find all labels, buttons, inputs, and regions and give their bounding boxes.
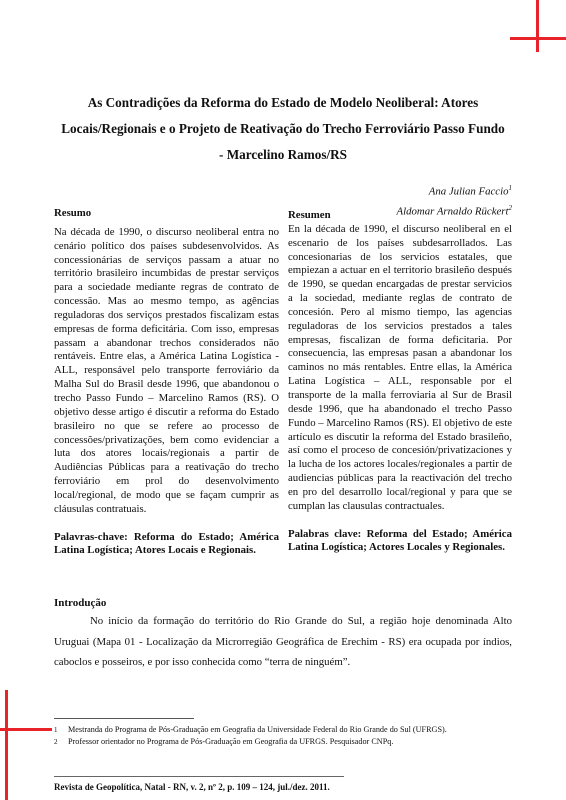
footnotes (54, 724, 524, 748)
abstract-portuguese (54, 207, 279, 558)
resumo-keywords: Palavras-chave: Reforma do Estado; América Latina Logística; Atores Locais e Regionais. (54, 530, 279, 557)
footnote-1: 1 Mestranda do Programa de Pós-Graduação em Geografia da Universidade Federal do Rio Grande do Sul (UFRGS). (54, 725, 447, 734)
introducao-heading: Introdução (54, 597, 107, 609)
article-title: As Contradições da Reforma do Estado de Modelo Neoliberal: Atores Locais/Regionais e o Projeto de Reativação do Trecho Ferroviário Passo Fundo - Marcelino Ramos/RS (61, 95, 505, 162)
resumen-keywords: Palabras clave: Reforma del Estado; América Latina Logística; Actores Locales y Regionales. (288, 527, 512, 554)
abstract-spanish (288, 209, 512, 555)
author-1: Ana Julian Faccio$^1$ (428, 184, 512, 198)
resumo-heading: Resumo (54, 207, 92, 219)
footnote-2: 2 Professor orientador no Programa de Pós-Graduação em Geografia da UFRGS. Pesquisador CNPq. (54, 737, 394, 746)
author-2: Aldomar Arnaldo Rückert$^2$ (396, 203, 512, 218)
resumen-text: En la década de 1990, el discurso neoliberal en el escenario de los países subdesarrollados. Las concesionarias de los servicios estatales, que empiezan a actuar en el territorio brasileño después de 1990, se quedan encargadas de prestar servicios a la sociedad, mediante reglas de contrato de concesión. Pero al mismo tiempo, las agencias reguladoras de los servicios prestados a tales empresas, fiscalizan de forma deficitaria. Por consecuencia, las empresas pasan a abandonar los caminos no más rentables. Entre ellas, la América Latina Logística – ALL, responsable por el transporte de la malla ferroviaria al Sur de Brasil desde 1996, que ha abandonado el trecho Passo Fundo – Marcelino Ramos (RS). El objetivo de este artículo es discutir la reforma del Estado brasileño, así como el proceso de concesión/privatizaciones y la lucha de los actores locales/regionales a partir de audiencias públicas para la reactivación del trecho en pro del desarrollo local/regional y para que se cumplan las clausulas contractuales. (288, 222, 513, 512)
footer-divider (54, 776, 344, 777)
footnote-divider (54, 718, 194, 719)
introducao-text: No início da formação do território do Rio Grande do Sul, a região hoje denominada Alto Uruguai (Mapa 01 - Localização da Microrregião Geográfica de Erechim - RS) era ocupada por índios, caboclos e posseiros, e por isso conhecida como “terra de ninguém”. (54, 615, 512, 668)
journal-footer: Revista de Geopolítica, Natal - RN, v. 2, nº 2, p. 109 – 124, jul./dez. 2011. (54, 782, 330, 792)
resumo-text: Na década de 1990, o discurso neoliberal entra no cenário político dos países subdesenvolvidos. As concessionárias de serviços passam a atuar no território brasileiro incumbidas de prestar serviços para a sociedade mediante regras de contrato de concessão. Mas ao mesmo tempo, as agências reguladoras dos serviços prestados fiscalizam estas empresas de forma deficitária. Com isso, empresas passam a abandonar trechos considerados não rentáveis. Entre elas, a América Latina Logística - ALL, responsável pelo transporte ferroviário da Malha Sul do Brasil desde 1996, que abandonou o trecho Passo Fundo – Marcelino Ramos (RS). O objetivo desse artigo é discutir a reforma do Estado brasileiro no que se refere ao processo de concessões/privatizações, bem como evidenciar a luta dos atores locais/regionais a partir de Audiências Públicas para a reativação do trecho ferroviário em prol do desenvolvimento local/regional, de modo que se façam cumprir as cláusulas contratuais. (54, 225, 279, 515)
resumen-heading: Resumen (288, 209, 331, 221)
